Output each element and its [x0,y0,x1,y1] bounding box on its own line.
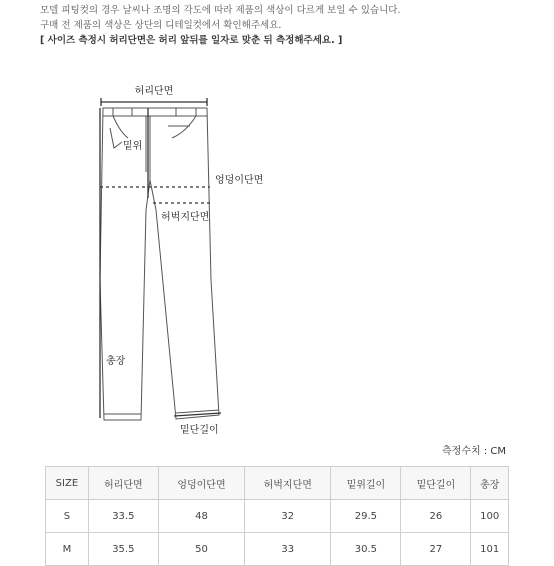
table-cell: 27 [401,533,471,566]
col-rise: 밑위길이 [331,467,401,500]
table-cell: 100 [471,500,509,533]
table-cell: 30.5 [331,533,401,566]
table-cell: 101 [471,533,509,566]
table-row [46,533,509,566]
label-length: 총장 [106,356,126,367]
table-cell: S [46,500,89,533]
table-cell: 26 [401,500,471,533]
label-waist: 허리단면 [134,86,174,97]
table-cell: 33 [245,533,331,566]
pants-measurement-diagram [0,70,554,450]
notice-line-2: 구매 전 제품의 색상은 상단의 디테일컷에서 확인해주세요. [40,20,282,31]
col-waist: 허리단면 [88,467,158,500]
label-rise: 밑위 [123,141,143,152]
table-cell: 35.5 [88,533,158,566]
col-thigh: 허벅지단면 [245,467,331,500]
pants-illustration [100,108,219,420]
table-header-row [46,467,509,500]
col-length: 총장 [471,467,509,500]
notice-line-1: 모델 피팅컷의 경우 날씨나 조명의 각도에 따라 제품의 색상이 다르게 보일 수 있습니다. [40,5,401,16]
measurement-notice: [ 사이즈 측정시 허리단면은 허리 앞뒤를 일자로 맞춘 뒤 측정해주세요. ] [40,35,343,46]
table-cell: M [46,533,89,566]
measurement-unit: 측정수치 : CM [442,446,506,457]
table-row [46,500,509,533]
col-hip: 엉덩이단면 [158,467,244,500]
table-cell: 29.5 [331,500,401,533]
label-thigh: 허벅지단면 [161,212,210,223]
label-hem: 밑단길이 [180,425,219,436]
size-table [45,466,509,566]
col-hem: 밑단길이 [401,467,471,500]
table-cell: 32 [245,500,331,533]
table-cell: 50 [158,533,244,566]
col-size: SIZE [46,467,89,500]
table-cell: 33.5 [88,500,158,533]
table-cell: 48 [158,500,244,533]
label-hip: 엉덩이단면 [215,175,264,186]
